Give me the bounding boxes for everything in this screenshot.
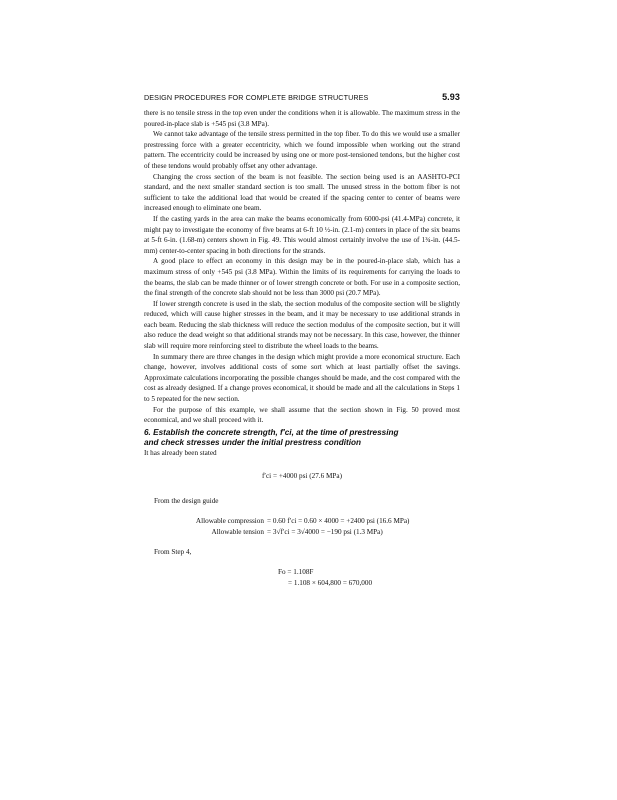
equation-fo-line1: Fo = 1.108F xyxy=(278,567,314,576)
paragraph: From Step 4, xyxy=(154,548,192,556)
running-head xyxy=(144,92,460,102)
equation-allowable-tension xyxy=(164,527,460,538)
paragraph: A good place to effect an economy in this design may be in the poured-in-place slab, which has a maximum stress of only +545 psi (3.8 MPa). Within the limits of its requirements for carrying the loads to the beams, the slab can be made thinner or of lower strength concrete or both. For use in a composite section, the final strength of the concrete slab should not be less than 3000 psi (20.7 MPa). xyxy=(144,257,460,298)
paragraph: Changing the cross section of the beam is not feasible. The section being used is an AASHTO-PCI standard, and the next smaller standard section is too small. The unused stress in the bottom fiber is not sufficient to take the additional load that would be created if the spacing center to center of beams were increased enough to eliminate one beam. xyxy=(144,172,460,213)
paragraph: It has already been stated xyxy=(144,448,217,457)
step-number: 6. xyxy=(144,427,151,437)
allowable-compression-label: Allowable compression xyxy=(195,517,264,525)
running-head-title: DESIGN PROCEDURES FOR COMPLETE BRIDGE STRUCTURES xyxy=(144,93,369,102)
paragraph: From the design guide xyxy=(154,497,219,506)
paragraph: If the casting yards in the area can make the beams economically from 6000-psi (41.4-MPa) concrete, it might pay to investigate the economy of five beams at 6-ft 10 ½-in. (2.1-m) centers in place of the six beams at 5-ft 6-in. (1.68-m) centers shown in Fig. 49. This would almost certainly involve the use of 1¾-in. (44.5-mm) center-to-center spacing in both directions for the strands. xyxy=(144,214,460,255)
paragraph: there is no tensile stress in the top even under the conditions when it is allowable. The maximum stress in the poured-in-place slab is +545 psi (3.8 MPa). xyxy=(144,109,460,128)
equation-fo-line2: = 1.108 × 604,800 = 670,000 xyxy=(288,578,373,587)
allowable-tension-expr: = 3√f′ci = 3√4000 = −190 psi (1.3 MPa) xyxy=(267,528,383,536)
paragraph: In summary there are three changes in the design which might provide a more economical structure. Each change, however, involves additional costs of some sort which at least partially offset the savings. Approximate calculations incorporating the possible changes should be made, and the cost compared with the cost as already designed. If a change proves economical, it should be made and all the calculations in Steps 1 to 5 repeated for the new section. xyxy=(144,352,460,404)
body-text xyxy=(144,108,460,589)
equation-allowable-compression xyxy=(164,516,460,527)
step-heading-line1: Establish the concrete strength, f′ci, at the time of prestressing xyxy=(153,427,399,437)
allowable-compression-expr: = 0.60 f′ci = 0.60 × 4000 = +2400 psi (16.6 MPa) xyxy=(267,517,410,525)
paragraph: We cannot take advantage of the tensile stress permitted in the top fiber. To do this we would use a smaller prestressing force with a greater eccentricity, which we found impossible when working out the strand pattern. The eccentricity could be increased by using one or more post-tensioned tendons, but the higher cost of these tendons would probably offset any other advantage. xyxy=(144,130,460,170)
step-heading-line2: and check stresses under the initial prestress condition xyxy=(144,437,362,447)
paragraph: For the purpose of this example, we shall assume that the section shown in Fig. 50 proved most economical, and we shall proceed with it. xyxy=(144,405,460,425)
page-number: 5.93 xyxy=(442,92,460,102)
paragraph: If lower strength concrete is used in the slab, the section modulus of the composite section will be slightly reduced, which will cause higher stresses in the beam, and it may be necessary to use additional strands in each beam. Reducing the slab thickness will reduce the section modulus of the composite section, but it will also reduce the dead weight so that additional strands may not be necessary. In this case, however, the thinner slab will require more reinforcing steel to distribute the wheel loads to the beams. xyxy=(144,299,460,351)
equation-fo xyxy=(278,567,460,589)
equation-fci: f′ci = +4000 psi (27.6 MPa) xyxy=(262,472,342,481)
allowable-tension-label: Allowable tension xyxy=(211,528,264,536)
step-heading xyxy=(144,428,460,448)
